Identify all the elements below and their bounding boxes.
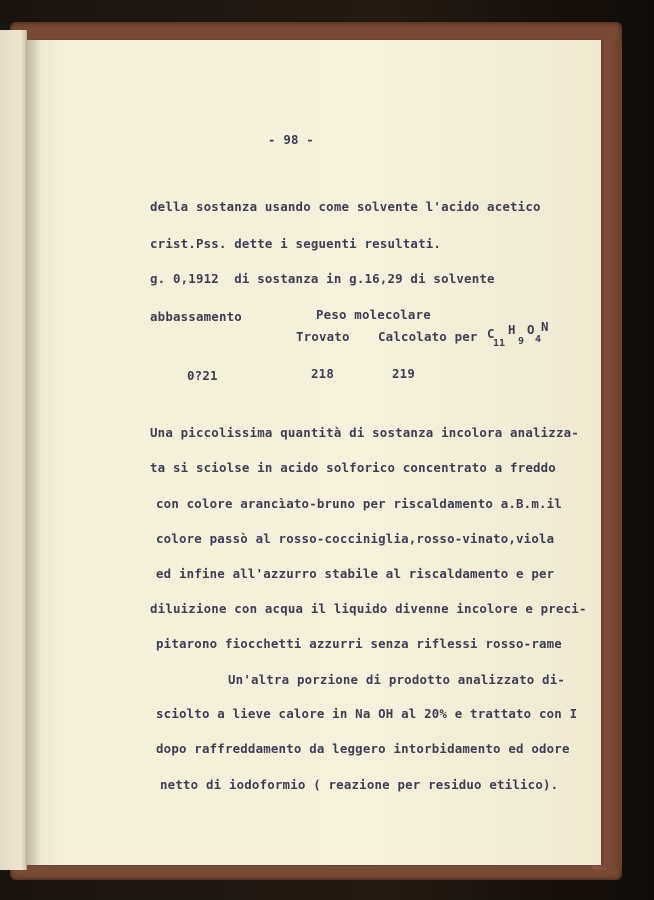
paragraph1-line-7: pitarono fiocchetti azzurri senza riflessi rosso-rame [156, 636, 562, 651]
table-header-calcolato: Calcolato per [378, 329, 478, 344]
left-page-edge [0, 30, 27, 870]
value-calcolato: 219 [392, 366, 415, 381]
paragraph2-line-2: sciolto a lieve calore in Na OH al 20% e trattato con I [156, 706, 578, 721]
intro-line-2: crist.Pss. dette i seguenti resultati. [150, 236, 442, 251]
paragraph1-line-6: diluizione con acqua il liquido divenne incolore e preci- [150, 601, 587, 616]
paragraph1-line-4: colore passò al rosso-cocciniglia,rosso-vinato,viola [156, 531, 555, 546]
formula-c: C [487, 326, 495, 341]
paragraph1-line-5: ed infine all'azzurro stabile al riscaldamento e per [156, 566, 555, 581]
table-header-peso-molecolare: Peso molecolare [316, 307, 431, 322]
paragraph2-line-1: Un'altra porzione di prodotto analizzato di- [228, 672, 566, 687]
page-number: - 98 - [268, 132, 314, 147]
paragraph2-line-3: dopo raffreddamento da leggero intorbidamento ed odore [156, 741, 570, 756]
formula-c-subscript: 11 [493, 338, 506, 349]
paragraph2-line-4: netto di iodoformio ( reazione per residuo etilico). [160, 777, 559, 792]
paragraph1-line-1: Una piccolissima quantità di sostanza incolora analizza- [150, 425, 579, 440]
formula-h: H [508, 322, 516, 337]
spine-shadow [27, 40, 41, 865]
paragraph1-line-3: con colore arancìato-bruno per riscaldamento a.B.m.il [156, 496, 562, 511]
table-header-trovato: Trovato [296, 329, 350, 344]
intro-line-1: della sostanza usando come solvente l'acido acetico [150, 199, 541, 214]
formula-n: N [541, 319, 549, 334]
value-abbassamento: 0?21 [187, 368, 218, 383]
paragraph1-line-2: ta si sciolse in acido solforico concentrato a freddo [150, 460, 556, 475]
value-trovato: 218 [311, 366, 334, 381]
table-header-abbassamento: abbassamento [150, 309, 242, 324]
intro-line-3: g. 0,1912 di sostanza in g.16,29 di solvente [150, 271, 495, 286]
formula-o-subscript: 4 [535, 334, 542, 345]
formula-h-subscript: 9 [518, 336, 525, 347]
formula-o: O [527, 322, 535, 337]
